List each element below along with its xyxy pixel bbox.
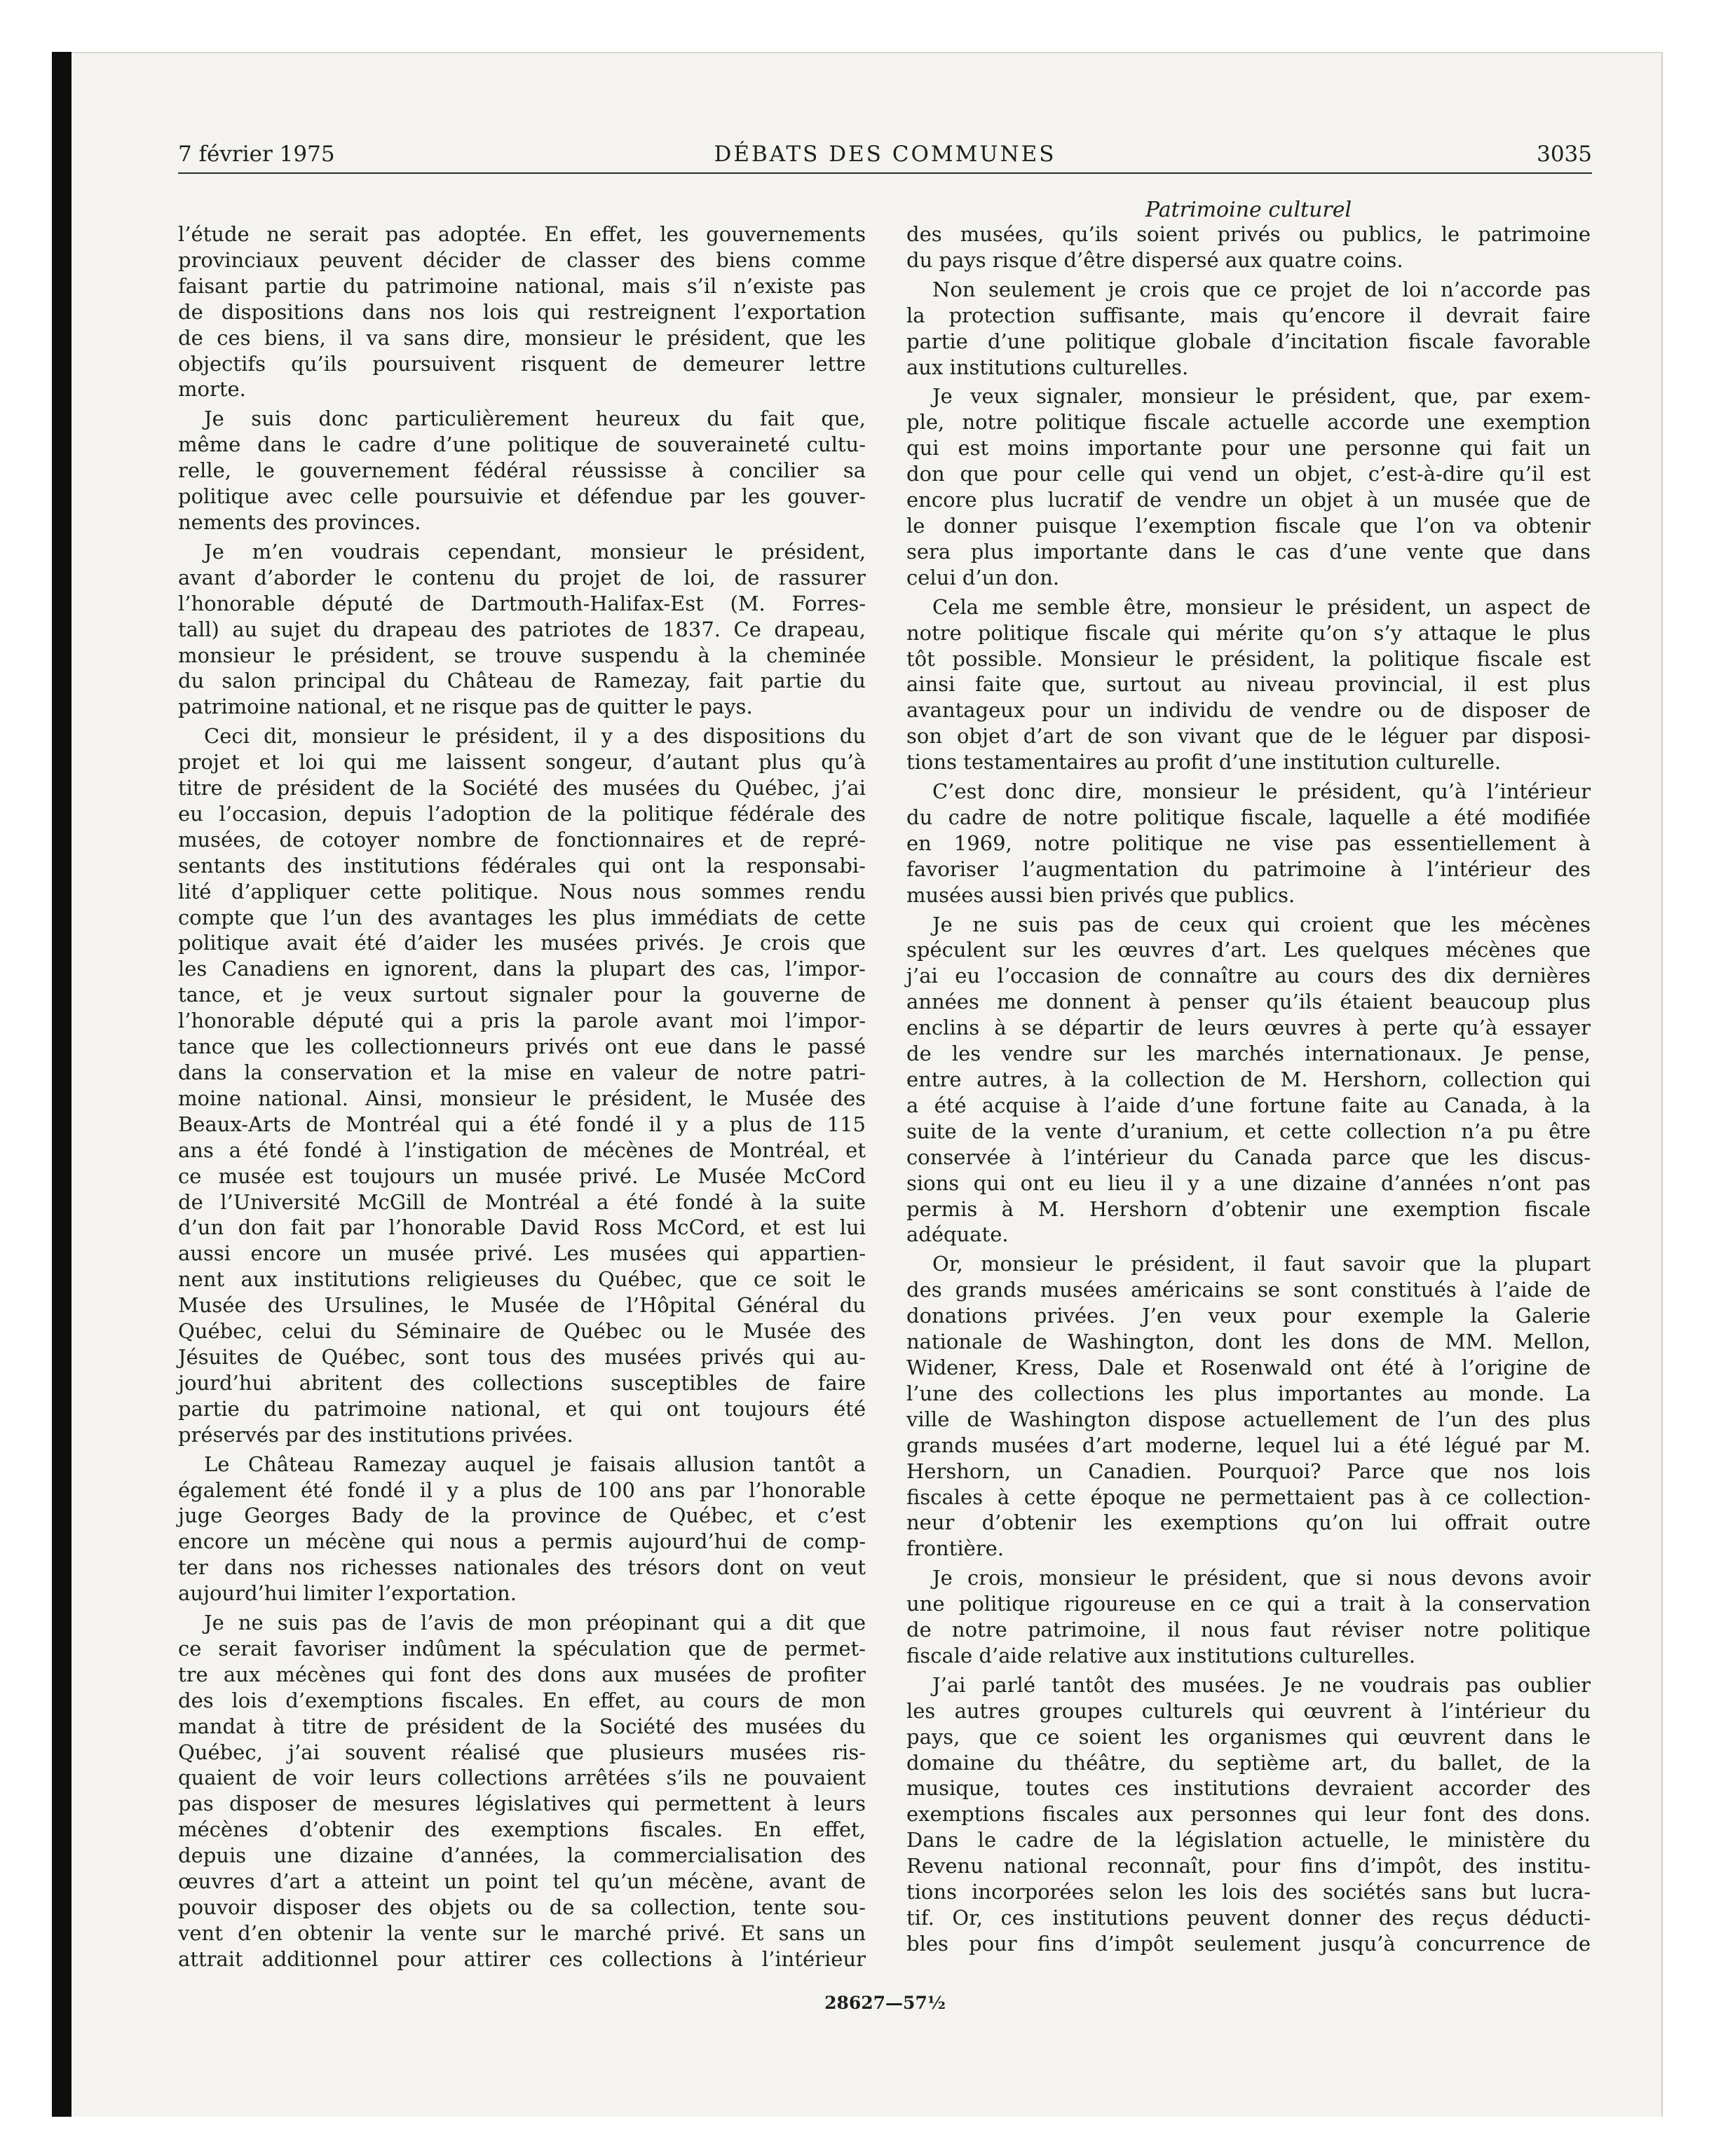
text-line: sions qui ont eu lieu il y a une dizaine d’années n’ont pas [906,1171,1591,1195]
text-line: ter dans nos richesses nationales des trésors dont on veut [178,1555,866,1580]
text-line: tance que les collectionneurs privés ont eue dans le passé [178,1035,866,1059]
paragraph [178,1610,866,1972]
text-line: favoriser l’augmentation du patrimoine à l’intérieur des [906,857,1591,881]
text-line: tions testamentaires au profit d’une institution culturelle. [906,750,1502,775]
text-line: compte que l’un des avantages les plus immédiats de cette [178,905,866,929]
text-line: pays, que ce soient les organismes qui œuvrent dans le [906,1724,1591,1749]
text-line: encore un mécène qui nous a permis aujourd’hui de comp- [178,1529,866,1554]
text-line: nationale de Washington, dont les dons de MM. Mellon, [906,1330,1591,1354]
text-line: moine national. Ainsi, monsieur le président, le Musée des [178,1086,866,1110]
text-line: l’étude ne serait pas adoptée. En effet, les gouvernements [178,222,866,246]
text-line: du cadre de notre politique fiscale, laquelle a été modifiée [906,805,1591,829]
text-line: quaient de voir leurs collections arrêtées s’ils ne pouvaient [178,1766,866,1790]
text-line: aussi encore un musée privé. Les musées qui appartien- [178,1241,866,1266]
text-line: faisant partie du patrimoine national, mais s’il n’existe pas [178,273,866,298]
text-line: Dans le cadre de la législation actuelle, le ministère du [906,1828,1591,1853]
text-line: l’honorable député de Dartmouth-Halifax-Est (M. Forres- [178,591,866,615]
text-line: son objet d’art de son vivant que de le léguer par disposi- [906,724,1591,749]
text-line: grands musées d’art moderne, lequel lui a été légué par M. [906,1433,1591,1457]
running-header [178,142,1592,172]
text-line: des musées, qu’ils soient privés ou publics, le patrimoine [906,222,1591,246]
text-line: musique, toutes ces institutions devraient accorder des [906,1776,1591,1801]
text-line: enclins à se départir de leurs œuvres à perte qu’à essayer [906,1016,1591,1040]
paragraph [178,539,866,720]
text-line: titre de président de la Société des musées du Québec, j’ai [178,776,866,800]
text-line: du salon principal du Château de Ramezay, fait partie du [178,669,866,693]
text-line: de les vendre sur les marchés internationaux. Je pense, [906,1042,1591,1066]
paragraph [906,779,1591,908]
text-line: une politique rigoureuse en ce qui a trait à la conservation [906,1592,1591,1616]
text-line: dans la conservation et la mise en valeur de notre patri- [178,1060,866,1084]
paragraph [906,1672,1591,1957]
text-line: entre autres, à la collection de M. Hershorn, collection qui [906,1067,1591,1091]
text-line: notre politique fiscale qui mérite qu’on s’y attaque le plus [906,620,1591,645]
text-line: musées, de cotoyer nombre de fonctionnaires et de repré- [178,827,866,852]
text-line: tif. Or, ces institutions peuvent donner des reçus déducti- [906,1906,1591,1930]
text-line: Hershorn, un Canadien. Pourquoi? Parce que nos lois [906,1459,1591,1483]
text-line: monsieur le président, se trouve suspendu à la cheminée [178,643,866,667]
text-line: ce serait favoriser indûment la spéculation que de permet- [178,1636,866,1660]
text-line: l’une des collections les plus importantes au monde. La [906,1381,1591,1405]
text-line: les Canadiens en ignorent, dans la plupart des cas, l’impor- [178,957,866,981]
text-line: Je crois, monsieur le président, que si nous devons avoir [932,1566,1591,1590]
text-line: fiscales à cette époque ne permettaient pas à ce collection- [906,1485,1591,1509]
text-line: Je ne suis pas de l’avis de mon préopinant qui a dit que [204,1611,866,1635]
text-line: depuis une dizaine d’années, la commercialisation des [178,1843,866,1868]
text-line: relle, le gouvernement fédéral réussisse à concilier sa [178,458,866,483]
text-line: exemptions fiscales aux personnes qui leur font des dons. [906,1802,1591,1827]
text-line: eu l’occasion, depuis l’adoption de la politique fédérale des [178,801,866,826]
text-line: Jésuites de Québec, sont tous des musées privés qui au- [178,1344,866,1369]
paragraph [178,406,866,535]
section-heading: Patrimoine culturel [1145,198,1352,222]
text-line: tall) au sujet du drapeau des patriotes de 1837. Ce drapeau, [178,617,866,641]
paragraph [906,912,1591,1248]
text-line: politique avec celle poursuivie et défendue par les gouver- [178,484,866,509]
text-line: objectifs qu’ils poursuivent risquent de demeurer lettre [178,351,866,376]
text-line: sera plus importante dans le cas d’une vente que dans [906,539,1591,564]
text-line: spéculent sur les œuvres d’art. Les quelques mécènes que [906,938,1591,962]
header-date: 7 février 1975 [178,142,335,167]
text-line: neur d’obtenir les exemptions qu’on lui offrait outre [906,1510,1591,1535]
text-line: don que pour celle qui vend un objet, c’est-à-dire qu’il est [906,462,1591,486]
text-line: de dispositions dans nos lois qui restreignent l’exportation [178,299,866,324]
text-line: Beaux-Arts de Montréal qui a été fondé il y a plus de 115 [178,1112,866,1136]
text-line: a été acquise à l’aide d’une fortune faite au Canada, à la [906,1093,1591,1117]
text-line: tre aux mécènes qui font des dons aux musées de profiter [178,1662,866,1686]
text-line: Revenu national reconnaît, pour fins d’impôt, des institu- [906,1854,1591,1878]
text-line: préservés par des institutions privées. [178,1422,573,1447]
text-line: suite de la vente d’uranium, et cette collection n’a pu être [906,1119,1591,1143]
paragraph [906,594,1591,775]
paragraph [906,1251,1591,1562]
text-line: frontière. [906,1536,1005,1561]
text-line: en 1969, notre politique ne vise pas essentiellement à [906,831,1591,855]
text-line: tôt possible. Monsieur le président, la politique fiscale est [906,646,1591,671]
text-line: donations privées. J’en veux pour exemple la Galerie [906,1304,1591,1328]
text-line: ainsi faite que, surtout au niveau provincial, il est plus [906,672,1591,697]
text-line: Widener, Kress, Dale et Rosenwald ont été à l’origine de [906,1355,1591,1379]
text-line: des grands musées américains se sont constitués à l’aide de [906,1278,1591,1302]
text-line: l’honorable député qui a pris la parole avant moi l’impor- [178,1009,866,1033]
text-line: ville de Washington dispose actuellement de l’un des plus [906,1407,1591,1431]
text-line: politique avait été d’aider les musées privés. Je crois que [178,931,866,955]
text-line: partie d’une politique globale d’incitation fiscale favorable [906,329,1591,353]
paragraph [906,221,1591,273]
text-line: attrait additionnel pour attirer ces collections à l’intérieur [178,1946,866,1971]
text-line: avantageux pour un individu de vendre ou de disposer de [906,698,1591,723]
header-rule [178,172,1592,174]
text-line: nements des provinces. [178,510,421,534]
text-line: domaine du théâtre, du septième art, du ballet, de la [906,1750,1591,1775]
text-line: avant d’aborder le contenu du projet de loi, de rassurer [178,565,866,589]
text-line: les autres groupes culturels qui œuvrent à l’intérieur du [906,1698,1591,1723]
text-line: Québec, celui du Séminaire de Québec ou le Musée des [178,1319,866,1344]
paragraph [178,221,866,402]
text-line: Ceci dit, monsieur le président, il y a des dispositions du [204,724,866,749]
text-line: J’ai parlé tantôt des musées. Je ne voudrais pas oublier [932,1672,1591,1697]
text-line: mandat à titre de président de la Société des musées du [178,1714,866,1738]
text-line: Je m’en voudrais cependant, monsieur le président, [204,539,866,564]
column-left [178,221,866,1972]
paragraph [178,723,866,1447]
text-line: adéquate. [906,1222,1009,1247]
text-line: aux institutions culturelles. [906,355,1189,379]
paragraph [906,277,1591,381]
text-line: pas disposer de mesures législatives qui permettent à leurs [178,1792,866,1816]
text-line: jourd’hui abritent des collections susceptibles de faire [178,1370,866,1395]
paragraph [906,383,1591,590]
text-line: d’un don fait par l’honorable David Ross McCord, et est lui [178,1215,866,1240]
text-line: bles pour fins d’impôt seulement jusqu’à concurrence de [906,1931,1591,1956]
text-line: provinciaux peuvent décider de classer des biens comme [178,247,866,272]
text-line: sentants des institutions fédérales qui ont la responsabi- [178,853,866,878]
text-line: fiscale d’aide relative aux institutions culturelles. [906,1643,1416,1667]
text-line: Or, monsieur le président, il faut savoir que la plupart [932,1252,1591,1276]
text-line: juge Georges Bady de la province de Québec, et c’est [178,1503,866,1528]
binding-edge [52,52,72,2117]
text-line: vent d’en obtenir la vente sur le marché privé. Et sans un [178,1920,866,1945]
text-line: projet et loi qui me laissent songeur, d’autant plus qu’à [178,750,866,775]
text-line: tance, et je veux surtout signaler pour la gouverne de [178,983,866,1007]
text-line: Je ne suis pas de ceux qui croient que les mécènes [932,912,1591,936]
text-line: Non seulement je crois que ce projet de loi n’accorde pas [932,277,1591,301]
header-title: DÉBATS DES COMMUNES [714,142,1056,167]
paragraph [178,1452,866,1606]
text-line: mécènes d’obtenir des exemptions fiscales. En effet, [178,1817,866,1842]
text-line: tions incorporées selon les lois des sociétés sans but lucra- [906,1880,1591,1904]
text-line: aujourd’hui limiter l’exportation. [178,1581,517,1606]
text-line: des lois d’exemptions fiscales. En effet, au cours de mon [178,1688,866,1712]
text-line: de ces biens, il va sans dire, monsieur le président, que les [178,325,866,350]
text-line: ce musée est toujours un musée privé. Le Musée McCord [178,1164,866,1188]
text-line: pouvoir disposer des objets ou de sa collection, tente sou- [178,1895,866,1919]
text-line: conservée à l’intérieur du Canada parce que les discus- [906,1145,1591,1169]
text-line: nent aux institutions religieuses du Québec, que ce soit le [178,1267,866,1292]
paragraph [906,1565,1591,1669]
text-line: C’est donc dire, monsieur le président, qu’à l’intérieur [932,779,1591,804]
text-line: musées aussi bien privés que publics. [906,882,1295,907]
text-line: Musée des Ursulines, le Musée de l’Hôpital Général du [178,1293,866,1318]
text-line: ple, notre politique fiscale actuelle accorde une exemption [906,410,1591,435]
text-line: années me donnent à penser qu’ils étaient beaucoup plus [906,990,1591,1014]
text-line: patrimoine national, et ne risque pas de quitter le pays. [178,695,753,719]
text-line: de l’Université McGill de Montréal a été fondé à la suite [178,1189,866,1214]
text-line: j’ai eu l’occasion de connaître au cours des dix dernières [906,964,1591,988]
text-line: Cela me semble être, monsieur le président, un aspect de [932,594,1591,619]
text-line: œuvres d’art a atteint un point tel qu’un mécène, avant de [178,1869,866,1894]
text-line: Je suis donc particulièrement heureux du fait que, [204,407,866,431]
text-line: Le Château Ramezay auquel je faisais allusion tantôt a [204,1452,866,1476]
text-line: qui est moins importante pour une personne qui fait un [906,436,1591,460]
text-line: le donner puisque l’exemption fiscale que l’on va obtenir [906,513,1591,538]
text-line: Je veux signaler, monsieur le président, que, par exem- [932,384,1591,409]
text-line: lité d’appliquer cette politique. Nous nous sommes rendu [178,879,866,903]
text-line: morte. [178,377,246,402]
text-line: ans a été fondé à l’instigation de mécènes de Montréal, et [178,1138,866,1162]
text-line: du pays risque d’être dispersé aux quatre coins. [906,247,1403,272]
text-line: de notre patrimoine, il nous faut réviser notre politique [906,1618,1591,1642]
text-line: partie du patrimoine national, et qui ont toujours été [178,1396,866,1421]
text-line: également été fondé il y a plus de 100 ans par l’honorable [178,1478,866,1502]
footer-code: 28627—57½ [824,1993,946,2013]
text-line: la protection suffisante, mais qu’encore il devrait faire [906,303,1591,327]
page-number: 3035 [1537,142,1592,167]
text-line: même dans le cadre d’une politique de souveraineté cultu- [178,432,866,457]
text-line: Québec, j’ai souvent réalisé que plusieurs musées ris- [178,1740,866,1764]
column-right [906,221,1591,1957]
text-line: encore plus lucratif de vendre un objet à un musée que de [906,488,1591,512]
text-line: permis à M. Hershorn d’obtenir une exemption fiscale [906,1196,1591,1221]
text-line: celui d’un don. [906,565,1060,589]
